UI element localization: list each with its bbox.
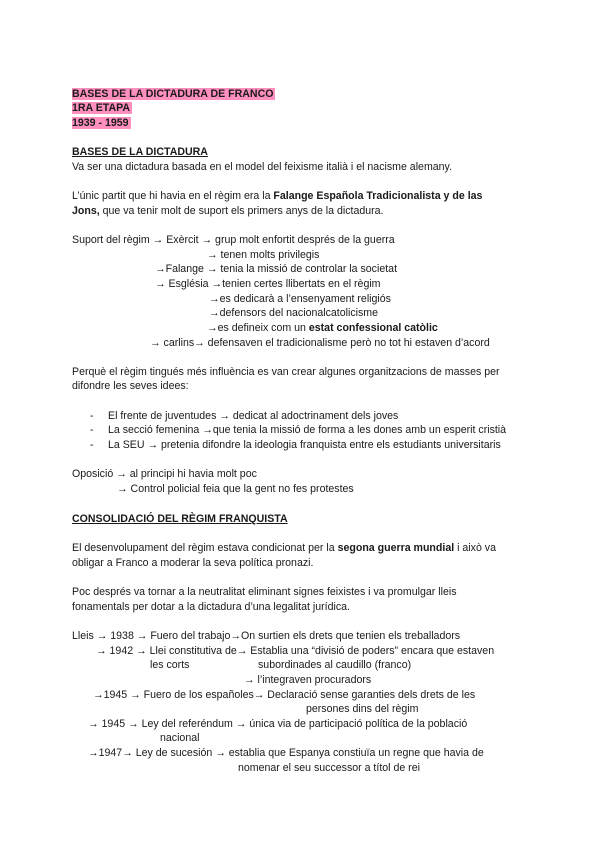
doc-title: BASES DE LA DICTADURA DE FRANCO bbox=[72, 88, 274, 100]
opposition-line: Oposició → al principi hi havia molt poc bbox=[72, 468, 257, 480]
dash-bullet: - bbox=[90, 424, 94, 436]
doc-stage: 1RA ETAPA bbox=[72, 102, 131, 114]
org-list-item-text: El frente de juventudes → dedicat al adoctrinament dels joves bbox=[108, 410, 399, 422]
support-line: → Església →tenien certes llibertats en el règim bbox=[155, 278, 381, 290]
laws-line: → 1945 → Ley del referéndum → única via de participació política de la població bbox=[88, 718, 468, 730]
org-list-item bbox=[90, 423, 94, 437]
org-list-item bbox=[90, 409, 94, 423]
org-list-item bbox=[90, 438, 94, 452]
dash-bullet: - bbox=[90, 439, 94, 451]
doc-years: 1939 - 1959 bbox=[72, 117, 129, 129]
neutrality-paragraph-line1: Poc després va tornar a la neutralitat eliminant signes feixistes i va promulgar lleis bbox=[72, 586, 457, 598]
mass-orgs-paragraph-line2: difondre les seves idees: bbox=[72, 380, 189, 392]
laws-line: → 1942 → Llei constitutiva de→ Establia una “divisió de poders” encara que estaven bbox=[96, 645, 495, 657]
laws-line: nomenar el seu successor a títol de rei bbox=[238, 762, 420, 774]
laws-line: les corts bbox=[150, 659, 190, 671]
neutrality-paragraph-line2: fonamentals per dotar a la dictadura d’una legalitat jurídica. bbox=[72, 601, 350, 613]
laws-line: nacional bbox=[160, 732, 200, 744]
support-line: →Falange → tenia la missió de controlar la societat bbox=[155, 263, 398, 275]
laws-line: persones dins del règim bbox=[306, 703, 419, 715]
dash-bullet: - bbox=[90, 410, 94, 422]
section-heading-consolidacio: CONSOLIDACIÓ DEL RÈGIM FRANQUISTA bbox=[72, 513, 288, 525]
laws-line: subordinades al caudillo (franco) bbox=[258, 659, 412, 671]
laws-line: → l’integraven procuradors bbox=[244, 674, 372, 686]
support-line: →es defineix com un estat confessional catòlic bbox=[207, 322, 438, 334]
org-list-item-text: La secció femenina →que tenia la missió de forma a les dones amb un esperit cristià bbox=[108, 424, 507, 436]
party-paragraph-line1: L’únic partit que hi havia en el règim era la Falange Española Tradicionalista y de las bbox=[72, 190, 483, 202]
support-line: Suport del règim → Exèrcit → grup molt enfortit després de la guerra bbox=[72, 234, 395, 246]
laws-line: →1945 → Fuero de los españoles→ Declaració sense garanties dels drets de les bbox=[93, 689, 476, 701]
section-heading-bases: BASES DE LA DICTADURA bbox=[72, 146, 208, 158]
opposition-line: → Control policial feia que la gent no fes protestes bbox=[117, 483, 354, 495]
party-paragraph-line2: Jons, que va tenir molt de suport els primers anys de la dictadura. bbox=[72, 205, 384, 217]
ww2-paragraph-line1: El desenvolupament del règim estava condicionat per la segona guerra mundial i això va bbox=[72, 542, 496, 554]
ww2-paragraph-line2: obligar a Franco a moderar la seva política pronazi. bbox=[72, 557, 314, 569]
laws-line: →1947→ Ley de sucesión → establia que Espanya constiuïa un regne que havia de bbox=[88, 747, 484, 759]
support-line: → tenen molts privilegis bbox=[207, 249, 320, 261]
support-line: → carlins→ defensaven el tradicionalisme però no tot hi estaven d’acord bbox=[150, 337, 490, 349]
support-line: →es dedicarà a l’ensenyament religiós bbox=[209, 293, 391, 305]
support-line: →defensors del nacionalcatolicisme bbox=[209, 307, 378, 319]
org-list-item-text: La SEU → pretenia difondre la ideologia franquista entre els estudiants universitaris bbox=[108, 439, 501, 451]
laws-line: Lleis → 1938 → Fuero del trabajo→On surtien els drets que tenien els treballadors bbox=[72, 630, 461, 642]
intro-paragraph: Va ser una dictadura basada en el model del feixisme italià i el nacisme alemany. bbox=[72, 161, 453, 173]
mass-orgs-paragraph-line1: Perquè el règim tingués més influència es van crear algunes organitzacions de masses per bbox=[72, 366, 500, 378]
